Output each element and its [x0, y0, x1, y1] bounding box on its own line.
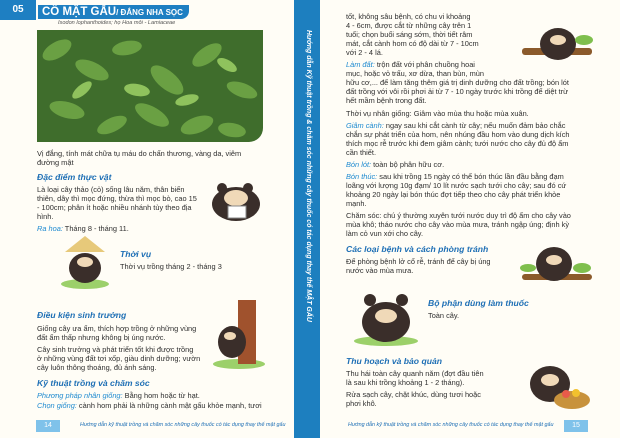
p1-line-3: tuổi; chọn buổi sáng sớm, thời tiết râm	[346, 30, 473, 39]
chapter-number: 05	[0, 0, 36, 20]
cutting-line-1: ngay sau khi cắt cành từ cây; nếu muốn đảm bảo chắc	[383, 121, 566, 130]
care-line-2: mùa khô; tháo nước cho cây vào mùa mưa, tránh ngập úng; định kỳ	[346, 220, 570, 229]
harvest-line-1: Thu hái toàn cây quanh năm (đợt đầu tiên	[346, 369, 484, 378]
harvest-line-4: phơi khô.	[346, 399, 377, 408]
soil-line-3: hữu cơ,... để làm tăng thêm giá trị dinh dưỡng cho đất trồng; bón lót	[346, 78, 569, 87]
disease-heading: Các loại bệnh và cách phòng tránh	[346, 244, 489, 254]
bear-branch-2-illustration	[520, 238, 594, 290]
env-line-1: Giống cây ưa ẩm, thích hợp trồng ở những vùng	[37, 324, 197, 333]
flowering-label: Ra hoa:	[37, 224, 63, 233]
top-line-2: loãng với lượng 10g đạm/ 10 lít nước sạch tưới cho cây; sau đó cứ	[346, 181, 567, 190]
bear-tree-illustration	[210, 296, 268, 370]
footer-left: Hướng dẫn kỹ thuật trồng và chăm sóc những cây thuốc có tác dụng thay thế mật gấu	[80, 422, 286, 428]
disease-line-2: nước vào mùa mưa.	[346, 266, 414, 275]
cutting-row	[346, 121, 565, 130]
cutting-line-4: cần thiết.	[346, 148, 376, 157]
p1-line-5: với 2 - 4 lá.	[346, 48, 383, 57]
basal-row	[346, 160, 444, 169]
latin-name: Isodon lophanthoides; họ Hoa môi - Lamiaceae	[58, 20, 176, 26]
plant-line: Thời vụ nhân giống: Giâm vào mùa thu hoặc mùa xuân.	[346, 109, 529, 118]
page-number-left: 14	[36, 420, 60, 432]
soil-line-4: đất trồng với vôi rồi phơi ải từ 7 - 10 ngày trước khi trồng để diệt trừ	[346, 87, 569, 96]
p1-line-1: tốt, không sâu bệnh, có chu vi khoảng	[346, 12, 471, 21]
care-line-1: Chăm sóc: chú ý thường xuyên tưới nước duy trì độ ẩm cho cây vào	[346, 211, 571, 220]
footer-right: Hướng dẫn kỹ thuật trồng và chăm sóc những cây thuốc có tác dụng thay thế mật gấu	[348, 422, 554, 428]
bear-basket-illustration	[520, 354, 594, 412]
feature-line-4: hình.	[37, 212, 54, 221]
env-line-3: Cây sinh trưởng và phát triển tốt khi được trồng	[37, 345, 194, 354]
spine-text-wrap	[300, 30, 314, 410]
feature-line-2: thiên, dây thì mọc đứng, thừa thì mọc bò, cao 15	[37, 194, 197, 203]
soil-line-2: mục, hoặc vỏ trấu, xơ dừa, than bùn, mùn	[346, 69, 484, 78]
propagation-value: Bằng hom hoặc từ hạt.	[122, 391, 200, 400]
basal-label: Bón lót:	[346, 160, 372, 169]
env-line-2: đất ẩm thấp nhưng không bị úng nước.	[37, 333, 166, 342]
cutting-line-3: thích mọc rễ trước khi đem giâm cành; tưới nước cho cây đủ độ ẩm	[346, 139, 569, 148]
part-heading: Bộ phận dùng làm thuốc	[428, 298, 529, 308]
part-value: Toàn cây.	[428, 311, 460, 320]
soil-row	[346, 60, 475, 69]
p1-line-4: mát, cắt cành hom có độ dài từ 7 - 10cm	[346, 39, 479, 48]
harvest-line-2: là sau khi trồng khoảng 1 - 2 tháng).	[346, 378, 465, 387]
propagation-row	[37, 391, 200, 400]
top-line-3: khoảng 20 ngày lại bón thúc đợt tiếp theo cho cây phát triển khỏe	[346, 190, 561, 199]
soil-line-1: trộn đất với phân chuồng hoai	[374, 60, 475, 69]
soil-label: Làm đất:	[346, 60, 375, 69]
selection-label: Chọn giống:	[37, 401, 77, 410]
top-line-4: mạnh.	[346, 199, 367, 208]
left-page	[0, 0, 294, 438]
propagation-label: Phương pháp nhân giống:	[37, 391, 123, 400]
feature-heading: Đặc điểm thực vật	[37, 172, 112, 182]
env-line-5: cây luôn thông thoáng, đủ ánh sáng.	[37, 363, 157, 372]
env-line-4: ở những vùng đất tơi xốp, giàu dinh dưỡng; vườn	[37, 354, 201, 363]
selection-row	[37, 401, 262, 410]
basal-value: toàn bộ phân hữu cơ.	[371, 160, 445, 169]
feature-line-3: - 100cm; phân ít hoặc nhiều nhánh tùy theo địa	[37, 203, 192, 212]
top-row	[346, 172, 564, 181]
bear-branch-illustration	[520, 14, 594, 72]
title-alt: / ĐẮNG NHA SỌC	[116, 8, 183, 17]
right-page	[320, 0, 620, 438]
top-label: Bón thúc:	[346, 172, 378, 181]
env-heading: Điều kiện sinh trưởng	[37, 310, 127, 320]
harvest-heading: Thu hoạch và bảo quản	[346, 356, 442, 366]
harvest-line-3: Rửa sạch cây, chặt khúc, dùng tươi hoặc	[346, 390, 481, 399]
care-line-3: làm cỏ vun xới cho cây.	[346, 229, 424, 238]
cutting-label: Giâm cành:	[346, 121, 384, 130]
selection-value: cành hom phải là những cành mật gấu khỏe mạnh, tươi	[76, 401, 262, 410]
page-number-right: 15	[564, 420, 588, 432]
cutting-line-2: chắn sự phát triển của hom, nên nhúng đầu hom vào dung dịch kích	[346, 130, 570, 139]
season-text: Thời vụ trồng tháng 2 - tháng 3	[120, 262, 222, 271]
bear-illustration	[206, 178, 266, 222]
feature-line-1: Là loại cây thảo (cỏ) sống lâu năm, thân biến	[37, 185, 185, 194]
bear-sitting-illustration	[350, 286, 422, 346]
p1-line-2: 4 - 6cm, được cắt từ những cây trên 1	[346, 21, 472, 30]
spine-text: Hướng dẫn Kỹ thuật trồng & chăm sóc những cây thuốc có tác dụng thay thế MẬT GẤU	[305, 30, 312, 322]
page-title	[38, 5, 189, 19]
intro-line-2: đường mật	[37, 158, 74, 167]
season-heading: Thời vụ	[120, 249, 152, 259]
flowering-value: Tháng 8 - tháng 11.	[62, 224, 129, 233]
tech-heading: Kỹ thuật trồng và chăm sóc	[37, 378, 150, 388]
intro-line-1: Vị đắng, tính mát chữa tụ máu do chấn thương, vàng da, viêm	[37, 149, 242, 158]
title-main: CÔ MẬT GẤU	[42, 6, 117, 18]
top-line-1: sau khi trồng 15 ngày có thể bón thúc lần đầu bằng đạm	[377, 172, 564, 181]
disease-line-1: Để phòng bệnh lở cổ rễ, tránh để cây bị úng	[346, 257, 491, 266]
bear-hat-illustration	[56, 232, 114, 290]
plant-leaves-photo	[37, 30, 263, 142]
soil-line-5: hết mầm bệnh trong đất.	[346, 96, 427, 105]
